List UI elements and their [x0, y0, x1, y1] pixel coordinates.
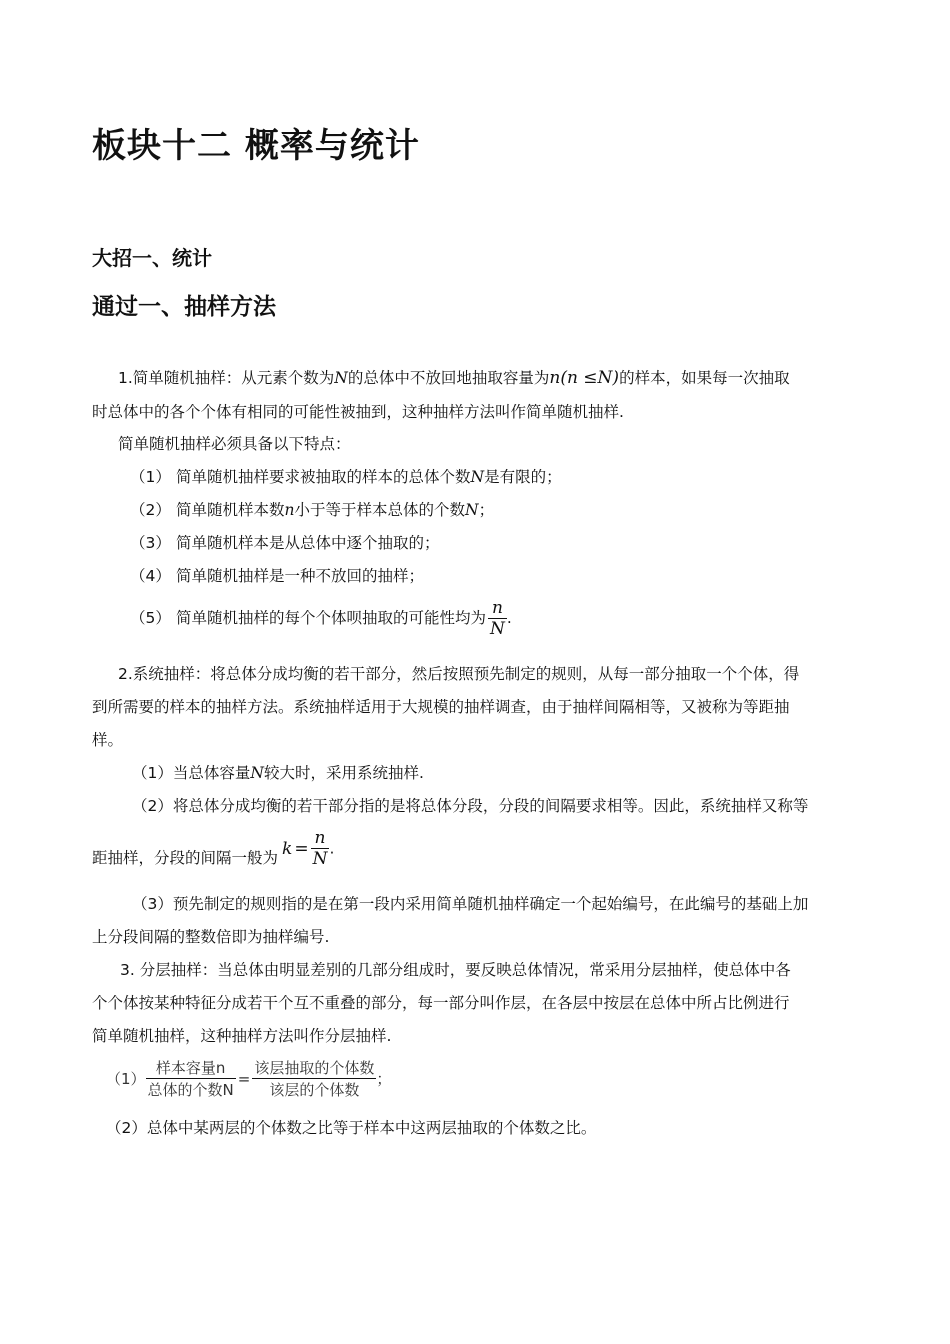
feature-2 [130, 500, 494, 520]
para2-item2-line2 [92, 828, 334, 869]
para2-item1 [132, 763, 424, 783]
feature-number: （3） [130, 534, 171, 552]
fraction-left [146, 1057, 236, 1100]
para3-line1: 3. 分层抽样：当总体由明显差别的几部分组成时，要反映总体情况，常采用分层抽样，使总体中各 [120, 961, 791, 979]
item-text: （1）当总体容量 [132, 764, 251, 782]
feature-number: （5） [130, 609, 171, 627]
para1-mid: 的总体中不放回地抽取容量为 [347, 369, 550, 387]
fraction-numerator: n [314, 828, 326, 848]
period: . [329, 839, 335, 858]
feature-text-mid: 小于等于样本总体的个数 [294, 501, 466, 519]
para2-line3: 样。 [92, 731, 124, 749]
semicolon: ； [376, 1070, 392, 1088]
fraction-right [252, 1057, 376, 1100]
para3-item2: （2）总体中某两层的个体数之比等于样本中这两层抽取的个体数之比。 [106, 1119, 597, 1137]
var-N: N [250, 764, 264, 782]
var-N: N [465, 501, 479, 519]
features-intro: 简单随机抽样必须具备以下特点： [118, 435, 351, 453]
feature-number: （2） [130, 501, 171, 519]
fraction-denominator: N [312, 849, 328, 869]
fraction-denominator: 该层的个体数 [252, 1078, 376, 1100]
fraction-denominator: N [490, 619, 505, 639]
feature-5 [130, 598, 512, 639]
math-n-le-N: n(n ≤N) [549, 368, 620, 388]
para3-line2: 个个体按某种特征分成若干个互不重叠的部分，每一部分叫作层，在各层中按层在总体中所占比例进行 [92, 994, 790, 1012]
feature-text-end: 是有限的； [484, 468, 562, 486]
para1-suffix: 的样本，如果每一次抽取 [619, 369, 790, 387]
para2-item3-line2: 上分段间隔的整数倍即为抽样编号. [92, 928, 330, 946]
feature-number: （4） [130, 567, 171, 585]
var-k: k [282, 838, 293, 859]
fraction-n-over-N [488, 598, 507, 639]
feature-1 [130, 467, 562, 487]
feature-text: 简单随机抽样是一种不放回的抽样； [176, 567, 425, 585]
item-text: 距抽样，分段的间隔一般为 [92, 849, 279, 867]
var-n: n [284, 501, 295, 519]
fraction-n-over-N [311, 828, 330, 869]
feature-text: 简单随机样本数 [176, 501, 285, 519]
var-N: N [334, 369, 348, 387]
fraction-numerator: 该层抽取的个体数 [254, 1059, 375, 1077]
feature-text: 简单随机抽样要求被抽取的样本的总体个数 [176, 468, 471, 486]
section-heading: 大招一、统计 [92, 246, 212, 270]
feature-text: 简单随机样本是从总体中逐个抽取的； [176, 534, 440, 552]
para1-prefix: 1.简单随机抽样：从元素个数为 [118, 369, 335, 387]
equals-sign: = [294, 838, 309, 859]
feature-text-end: . [506, 609, 512, 627]
para2-line1: 2.系统抽样：将总体分成均衡的若干部分，然后按照预先制定的规则，从每一部分抽取一个个体，得 [118, 665, 800, 683]
fraction-numerator: 样本容量n [155, 1059, 226, 1077]
feature-text-end: ； [478, 501, 495, 519]
equation-label: （1） [106, 1070, 146, 1088]
subsection-heading: 通过一、抽样方法 [92, 294, 276, 320]
feature-number: （1） [130, 468, 171, 486]
var-N: N [470, 468, 485, 486]
para2-item2-line1: （2）将总体分成均衡的若干部分指的是将总体分段，分段的间隔要求相等。因此，系统抽样又称等 [132, 797, 809, 815]
feature-4 [130, 566, 424, 586]
para2-line2: 到所需要的样本的抽样方法。系统抽样适用于大规模的抽样调查，由于抽样间隔相等，又被称为等距抽 [92, 698, 790, 716]
para3-line3: 简单随机抽样，这种抽样方法叫作分层抽样. [92, 1027, 392, 1045]
stratified-ratio-equation [106, 1057, 391, 1100]
para1-line1 [118, 368, 790, 388]
para2-item3-line1: （3）预先制定的规则指的是在第一段内采用简单随机抽样确定一个起始编号，在此编号的基础上加 [132, 895, 809, 913]
feature-text: 简单随机抽样的每个个体呗抽取的可能性均为 [176, 609, 487, 627]
equals-sign: = [237, 1069, 251, 1088]
fraction-numerator: n [491, 598, 503, 618]
para1-line2: 时总体中的各个个体有相同的可能性被抽到，这种抽样方法叫作简单随机抽样. [92, 403, 624, 421]
item-text-end: 较大时，采用系统抽样. [263, 764, 424, 782]
feature-3 [130, 533, 440, 553]
fraction-denominator: 总体的个数N [146, 1078, 236, 1100]
page-title: 板块十二 概率与统计 [92, 126, 420, 166]
